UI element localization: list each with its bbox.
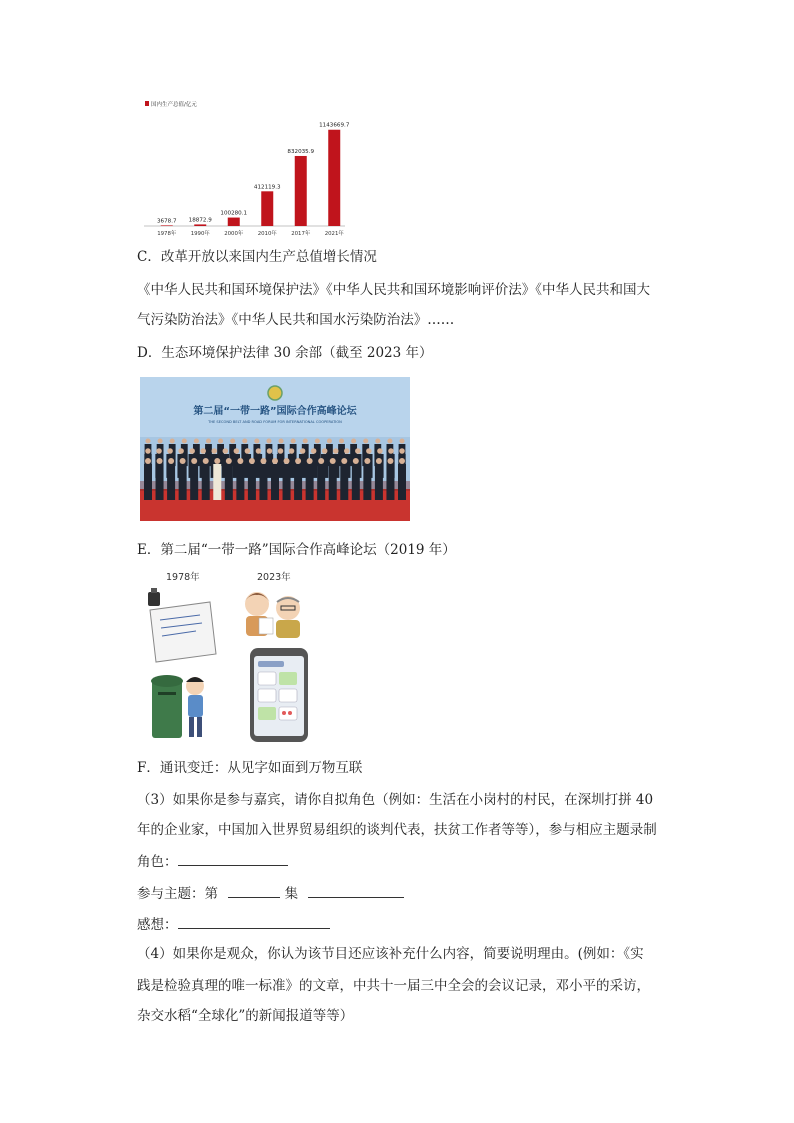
category-label-5: 2021年	[324, 231, 344, 237]
attendee-figure	[317, 458, 325, 500]
attendee-figure	[340, 458, 348, 500]
attendee-figure	[294, 458, 302, 500]
theme-label: 参与主题：第	[137, 886, 218, 902]
attendee-figure	[259, 458, 267, 500]
laws-line-1: 《中华人民共和国环境保护法》《中华人民共和国环境影响评价法》《中华人民共和国大	[137, 282, 650, 298]
banner-title: 第二届“一带一路”国际合作高峰论坛	[193, 406, 357, 417]
value-label-5: 1143669.7	[319, 122, 350, 129]
q3-line-2: 年的企业家，中国加入世界贸易组织的谈判代表，扶贫工作者等等），参与相应主题录制	[137, 822, 657, 838]
feeling-label: 感想：	[137, 917, 178, 933]
attendee-figure	[179, 458, 187, 500]
banner-subtitle: THE SECOND BELT AND ROAD FORUM FOR INTERNATIONAL COOPERATION	[208, 420, 342, 424]
postbox-icon	[151, 675, 183, 738]
q3-line-1: （3）如果你是参与嘉宾，请你自拟角色（例如：生活在小岗村的村民，在深圳打拼 40	[137, 792, 654, 808]
role-label: 角色：	[137, 854, 178, 870]
category-label-3: 2010年	[257, 231, 277, 237]
forum-group-photo	[140, 377, 410, 521]
attendee-figure	[386, 458, 394, 500]
theme-answer-blank[interactable]	[308, 883, 404, 898]
attendee-figure	[283, 458, 291, 500]
forum-logo	[268, 386, 282, 400]
letter-paper-icon	[150, 602, 216, 662]
category-label-0: 1978年	[157, 231, 177, 237]
child-figure	[186, 677, 204, 737]
role-row	[137, 851, 288, 872]
attendee-figure	[213, 458, 221, 500]
legend-color-box	[145, 101, 149, 106]
attendee-figure	[144, 458, 152, 500]
attendee-figure	[156, 458, 164, 500]
category-label-4: 2017年	[291, 231, 311, 237]
bar-2	[228, 218, 240, 226]
bar-4	[295, 156, 307, 226]
communication-cartoon	[140, 568, 320, 746]
value-label-4: 832035.9	[287, 148, 315, 155]
q4-line-3: 杂交水稻“全球化”的新闻报道等等）	[137, 1008, 354, 1024]
elderly-couple-figure	[244, 592, 300, 638]
year-2023-label: 2023年	[257, 572, 291, 583]
q4-line-1: （4）如果你是观众，你认为该节目还应该补充什么内容，简要说明理由。(例如：《实	[137, 946, 644, 962]
caption-f: F．通讯变迁：从见字如面到万物互联	[137, 760, 363, 776]
attendee-figure	[190, 458, 198, 500]
attendee-figure	[329, 458, 337, 500]
attendee-figure	[236, 458, 244, 500]
bar-1	[194, 224, 206, 226]
feeling-row	[137, 914, 330, 935]
legend-label: 国内生产总值/亿元	[151, 102, 197, 108]
bar-0	[161, 225, 173, 226]
attendee-figure	[225, 458, 233, 500]
attendee-figure	[398, 458, 406, 500]
attendee-figure	[167, 458, 175, 500]
attendee-figure	[271, 458, 279, 500]
bar-3	[261, 191, 273, 226]
category-label-1: 1990年	[190, 231, 210, 237]
attendee-figure	[352, 458, 360, 500]
q4-line-2: 践是检验真理的唯一标准》的文章，中共十一届三中全会的会议记录，邓小平的采访，	[137, 978, 650, 994]
attendee-figure	[363, 458, 371, 500]
value-label-2: 100280.1	[220, 210, 248, 217]
attendee-figure	[202, 458, 210, 500]
attendee-figure	[375, 458, 383, 500]
smartphone-icon	[250, 648, 308, 742]
attendee-figure	[306, 458, 314, 500]
role-answer-blank[interactable]	[178, 851, 288, 866]
value-label-0: 3678.7	[156, 218, 177, 225]
theme-row	[137, 883, 404, 904]
caption-e: E．第二届“一带一路”国际合作高峰论坛（2019 年）	[137, 542, 456, 558]
attendee-figure	[248, 458, 256, 500]
category-label-2: 2000年	[224, 231, 244, 237]
caption-d: D．生态环境保护法律 30 余部（截至 2023 年）	[137, 345, 433, 361]
ink-bottle-icon	[148, 592, 160, 606]
value-label-1: 18872.9	[188, 217, 212, 224]
laws-line-2: 气污染防治法》《中华人民共和国水污染防治法》……	[137, 312, 455, 328]
year-1978-label: 1978年	[166, 572, 200, 583]
feeling-answer-blank[interactable]	[178, 914, 330, 929]
episode-number-blank[interactable]	[228, 883, 280, 898]
value-label-3: 412119.3	[253, 184, 281, 191]
bar-5	[328, 130, 340, 226]
episode-unit-label: 集	[284, 886, 299, 902]
gdp-bar-chart	[140, 95, 350, 240]
caption-c: C．改革开放以来国内生产总值增长情况	[137, 249, 377, 265]
